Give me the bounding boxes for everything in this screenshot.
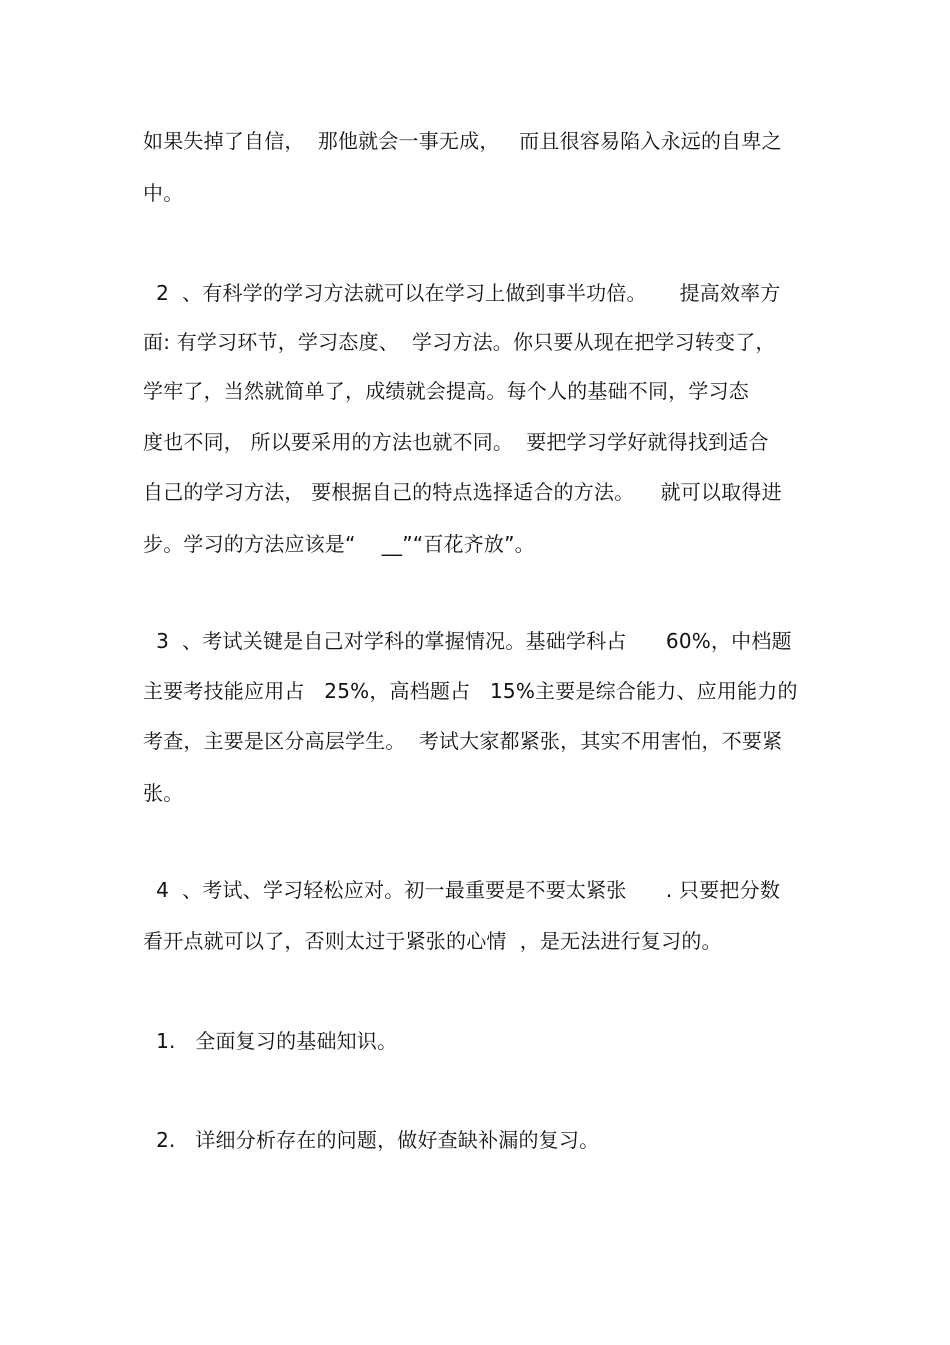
list-item-1: 1. 全面复习的基础知识。	[143, 1029, 398, 1053]
para2-line-1: 2 、有科学的学习方法就可以在学习上做到事半功倍。 提高效率方	[143, 281, 781, 305]
para3-line-1: 3 、考试关键是自己对学科的掌握情况。基础学科占 60%，中档题	[143, 629, 792, 653]
para3-line-3: 考查，主要是区分高层学生。 考试大家都紧张，其实不用害怕，不要紧	[143, 729, 783, 753]
list-item-2: 2. 详细分析存在的问题，做好查缺补漏的复习。	[143, 1128, 600, 1152]
para4-line-1: 4 、考试、学习轻松应对。初一最重要是不要太紧张 . 只要把分数	[143, 878, 781, 902]
para3-line-2: 主要考技能应用占 25%，高档题占 15%主要是综合能力、应用能力的	[143, 679, 798, 703]
para3-line-4: 张。	[143, 781, 184, 805]
para2-line-6: 步。学习的方法应该是“ __”“百花齐放”。	[143, 532, 535, 556]
para4-line-2: 看开点就可以了，否则太过于紧张的心情 ，是无法进行复习的。	[143, 929, 722, 953]
para2-line-3: 学牢了，当然就简单了，成绩就会提高。每个人的基础不同，学习态	[143, 379, 749, 403]
para2-line-2: 面: 有学习环节，学习态度、 学习方法。你只要从现在把学习转变了，	[143, 330, 776, 354]
para1-line-2: 中。	[143, 181, 184, 205]
para2-line-5: 自己的学习方法， 要根据自己的特点选择适合的方法。 就可以取得进	[143, 480, 782, 504]
para2-line-4: 度也不同， 所以要采用的方法也就不同。 要把学习学好就得找到适合	[143, 430, 769, 454]
para1-line-1: 如果失掉了自信， 那他就会一事无成， 而且很容易陷入永远的自卑之	[143, 129, 782, 153]
